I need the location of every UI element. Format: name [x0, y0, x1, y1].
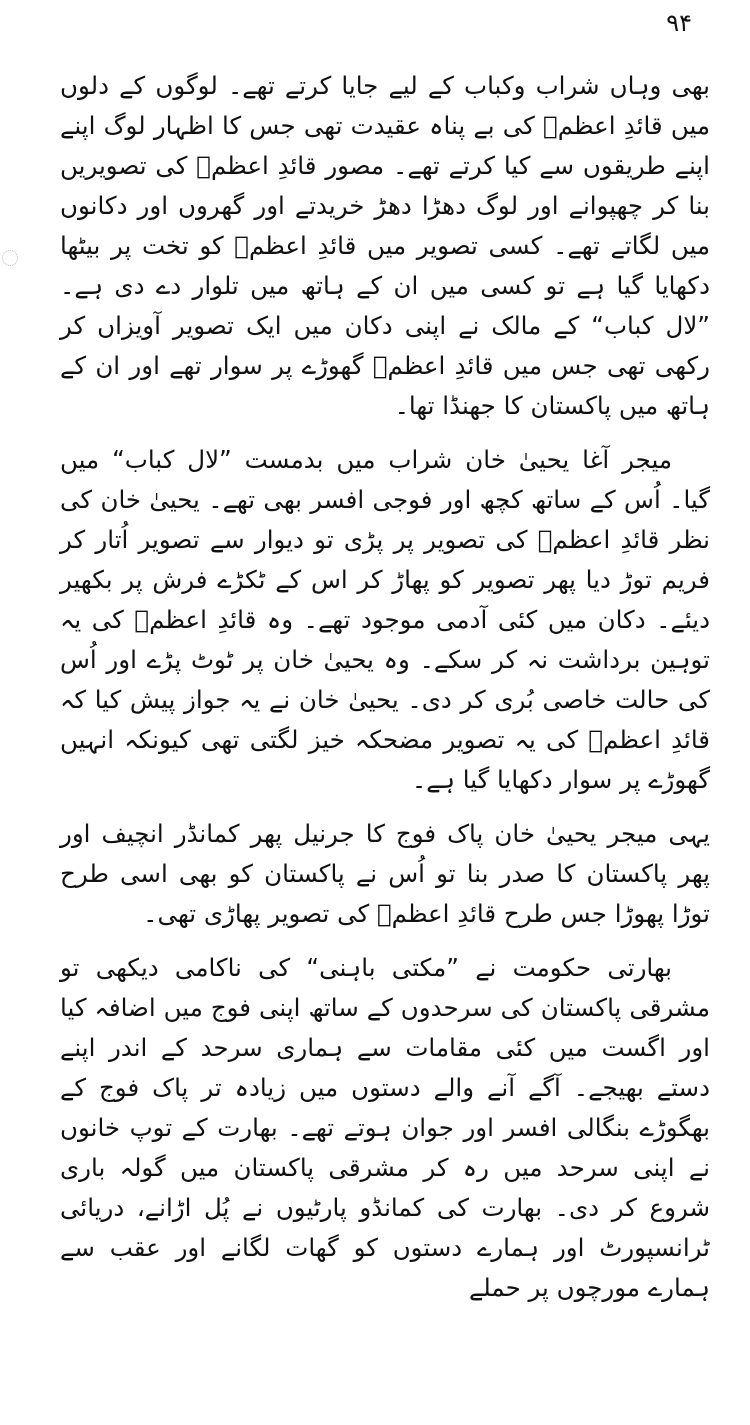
paragraph-4: بھارتی حکومت نے ”مکتی باہنی“ کی ناکامی دیکھی تو مشرقی پاکستان کی سرحدوں کے ساتھ اپنی فوج میں اضافہ کیا اور اگست میں کئی مقامات سے ہماری سرحد کے اندر اپنے دستے بھیجے۔ آگے آنے والے دستوں میں زیادہ تر پاک فوج کے بھگوڑے بنگالی افسر اور جوان ہوتے تھے۔ بھارت کے توپ خانوں نے اپنی سرحد میں رہ کر مشرقی پاکستان میں گولہ باری شروع کر دی۔ بھارت کی کمانڈو پارٹیوں نے پُل اڑانے، دریائی ٹرانسپورٹ اور ہمارے دستوں کو گھات لگانے اور عقب سے ہمارے مورچوں پر حملے: [60, 953, 710, 1302]
paragraph-2: میجر آغا یحییٰ خان شراب میں بدمست ”لال کباب“ میں گیا۔ اُس کے ساتھ کچھ اور فوجی افسر بھی تھے۔ یحییٰ خان کی نظر قائدِ اعظمؒ کی تصویر پر پڑی تو دیوار سے تصویر اُتار کر فریم توڑ دیا پھر تصویر کو پھاڑ کر اس کے ٹکڑے فرش پر بکھیر دیئے۔ دکان میں کئی آدمی موجود تھے۔ وہ قائدِ اعظمؒ کی یہ توہین برداشت نہ کر سکے۔ وہ یحییٰ خان پر ٹوٹ پڑے اور اُس کی حالت خاصی بُری کر دی۔ یحییٰ خان نے یہ جواز پیش کیا کہ قائدِ اعظمؒ کی یہ تصویر مضحکہ خیز لگتی تھی کیونکہ انہیں گھوڑے پر سوار دکھایا گیا ہے۔: [60, 445, 710, 794]
margin-stamp-mark: [2, 250, 18, 266]
paragraph-3: یہی میجر یحییٰ خان پاک فوج کا جرنیل پھر کمانڈر انچیف اور پھر پاکستان کا صدر بنا تو اُس نے پاکستان کو بھی اسی طرح توڑا پھوڑا جس طرح قائدِ اعظمؒ کی تصویر پھاڑی تھی۔: [60, 819, 710, 928]
page-number: ۹۴: [666, 9, 692, 37]
page-body: [60, 66, 710, 1308]
paragraph-1: بھی وہاں شراب وکباب کے لیے جایا کرتے تھے۔ لوگوں کے دلوں میں قائدِ اعظمؒ کی بے پناہ عقیدت تھی جس کا اظہار لوگ اپنے اپنے طریقوں سے کیا کرتے تھے۔ مصور قائدِ اعظمؒ کی تصویریں بنا کر چھپوانے اور لوگ دھڑا دھڑ خریدتے اور گھروں اور دکانوں میں لگاتے تھے۔ کسی تصویر میں قائدِ اعظمؒ کو تخت پر بیٹھا دکھایا گیا ہے تو کسی میں ان کے ہاتھ میں تلوار دے دی ہے۔ ”لال کباب“ کے مالک نے اپنی دکان میں ایک تصویر آویزاں کر رکھی تھی جس میں قائدِ اعظمؒ گھوڑے پر سوار تھے اور ان کے ہاتھ میں پاکستان کا جھنڈا تھا۔: [60, 71, 710, 420]
